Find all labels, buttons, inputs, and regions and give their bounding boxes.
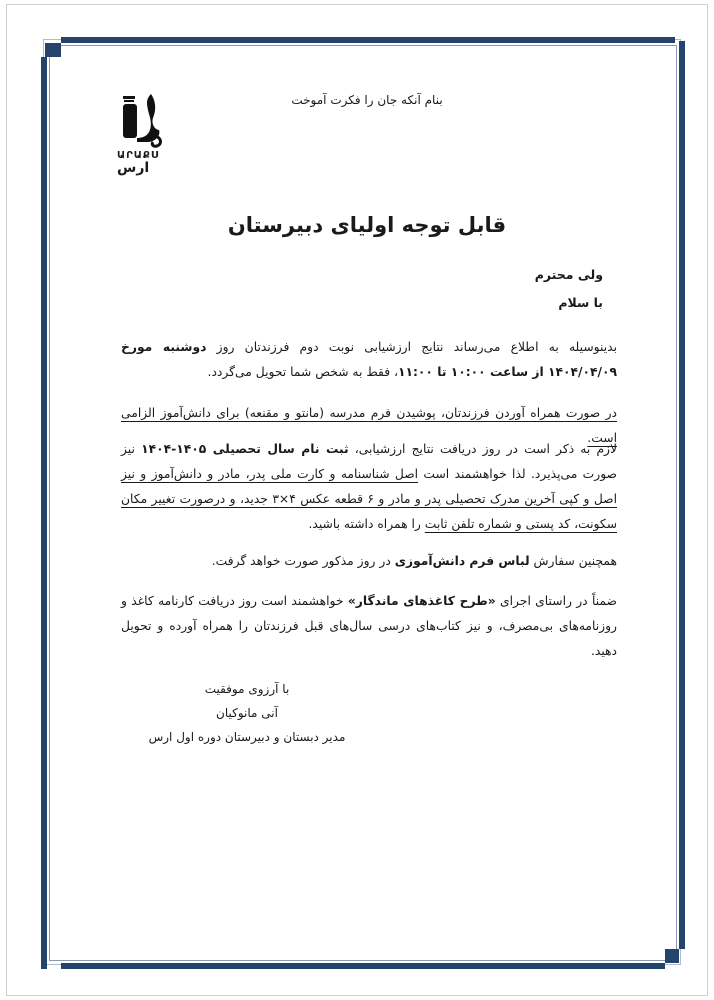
paragraph-uniform-requirement: در صورت همراه آوردن فرزندتان، پوشیدن فرم مدرسه (مانتو و مقنعه) برای دانش‌آموز الزامی است. bbox=[121, 406, 617, 445]
uniform-bold: لباس فرم دانش‌آموزی bbox=[394, 554, 530, 568]
signature-role: مدیر دبستان و دبیرستان دوره اول ارس bbox=[148, 730, 346, 744]
text-segment: در روز مذکور صورت خواهد گرفت. bbox=[211, 554, 395, 568]
school-logo-icon bbox=[117, 90, 167, 150]
paragraph-results-delivery bbox=[121, 335, 617, 385]
frame-corner-bottom-right bbox=[665, 949, 679, 963]
paragraph-paper-recycling bbox=[121, 589, 617, 664]
frame-right-bar bbox=[679, 41, 685, 949]
frame-corner-top-left bbox=[45, 43, 61, 57]
logo-latin-text: ԱՐԱՔՍ bbox=[117, 150, 160, 161]
basmala: بنام آنکه جان را فکرت آموخت bbox=[291, 93, 443, 107]
frame-top-bar bbox=[61, 37, 675, 43]
project-name-bold: «طرح کاغذهای ماندگار» bbox=[347, 594, 496, 608]
text-segment: ، فقط به شخص شما تحویل می‌گردد. bbox=[207, 365, 398, 379]
text-segment: نیز صورت می‌پذیرد. لذا خواهشمند است bbox=[121, 442, 617, 481]
text-segment: لازم به ذکر است در روز دریافت نتایج ارزشیابی، bbox=[348, 442, 618, 456]
signature-closing: با آرزوی موفقیت bbox=[204, 682, 290, 696]
logo-persian-text: ارس bbox=[117, 160, 150, 176]
frame-bottom-bar bbox=[61, 963, 665, 969]
registration-year-bold: ثبت نام سال تحصیلی ۱۴۰۵-۱۴۰۴ bbox=[141, 442, 349, 456]
signature-block bbox=[147, 677, 347, 749]
frame-left-bar bbox=[41, 57, 47, 969]
letter-page bbox=[6, 4, 708, 996]
text-segment: بدینوسیله به اطلاع می‌رساند نتایج ارزشیابی نوبت دوم فرزندتان روز bbox=[206, 340, 617, 354]
text-segment: خواهشمند است روز دریافت کارنامه کاغذ و روزنامه‌های بی‌مصرف، و نیز کتاب‌های درسی سال‌های قبل فرزندتان را همراه آورده و تحویل دهید. bbox=[121, 594, 617, 658]
text-segment: را همراه داشته باشید. bbox=[308, 517, 425, 531]
page-title: قابل توجه اولیای دبیرستان bbox=[227, 213, 507, 237]
required-documents-underlined: اصل شناسنامه و کارت ملی پدر، مادر و دانش‌آموز و نیز اصل و کپی آخرین مدرک تحصیلی پدر و مادر و ۶ قطعه عکس ۴×۳ جدید، و درصورت تغییر مکان سکونت، کد پستی و شماره تلفن ثابت bbox=[121, 467, 618, 531]
paragraph-uniform-order bbox=[121, 549, 617, 574]
salutation-greeting: با سلام bbox=[558, 295, 603, 310]
school-logo bbox=[117, 90, 167, 180]
text-segment: همچنین سفارش bbox=[529, 554, 617, 568]
text-segment: ضمناً در راستای اجرای bbox=[495, 594, 617, 608]
salutation-dear-parent: ولی محترم bbox=[534, 267, 603, 282]
date-time-bold: دوشنبه مورخ ۱۴۰۴/۰۴/۰۹ از ساعت ۱۰:۰۰ تا ۱۱:۰۰ bbox=[121, 340, 617, 379]
signature-name: آنی مانوکیان bbox=[216, 706, 278, 720]
paragraph-registration bbox=[121, 437, 617, 537]
